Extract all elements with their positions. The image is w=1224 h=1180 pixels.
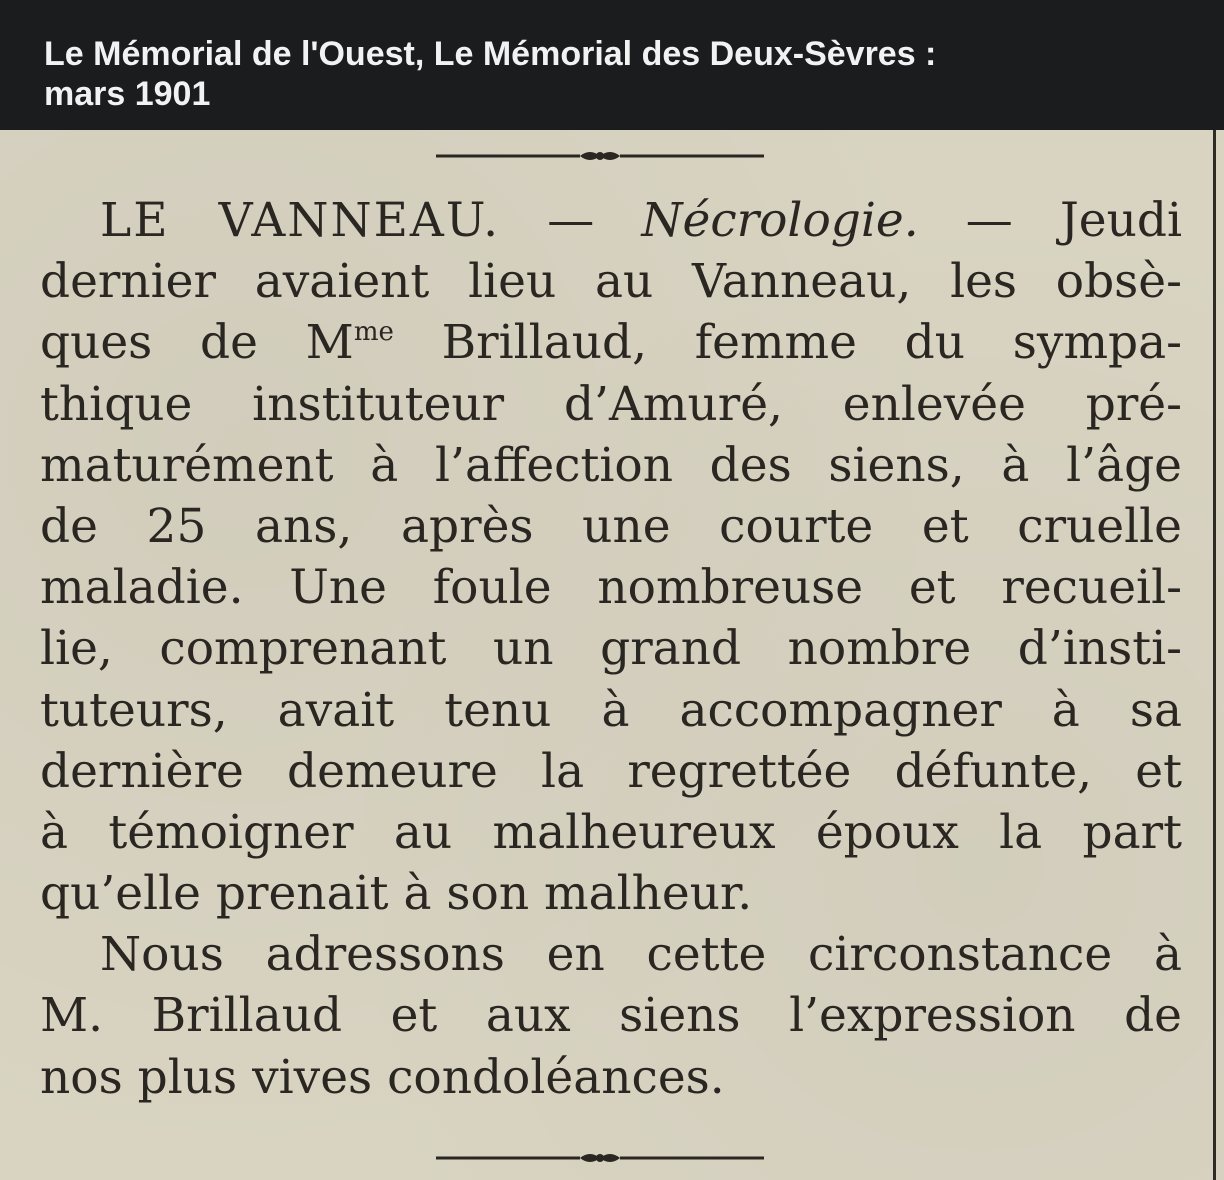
article-line: M. Brillaud et aux siens l’expression de xyxy=(40,988,1182,1044)
article-line xyxy=(40,312,1182,373)
article-line: thique instituteur d’Amuré, enlevée pré- xyxy=(40,376,1182,432)
obituary-article xyxy=(40,190,1182,1108)
document-title xyxy=(44,34,1180,114)
abbreviation-superscript: me xyxy=(353,317,394,348)
article-line: à témoigner au malheureux époux la part xyxy=(40,804,1182,860)
bottom-ornament-rule xyxy=(430,1146,770,1170)
em-dash: — xyxy=(965,193,1013,248)
column-rule xyxy=(1213,130,1216,1180)
article-line: qu’elle prenait à son malheur. xyxy=(40,866,753,922)
place-name: LE VANNEAU. xyxy=(100,193,501,248)
document-title-line-2: mars 1901 xyxy=(44,75,211,113)
article-line: nos plus vives condoléances. xyxy=(40,1049,725,1105)
line-start: ques de M xyxy=(40,315,354,371)
article-line: de 25 ans, après une courte et cruelle xyxy=(40,498,1182,554)
line-rest: Brillaud, femme du sympa- xyxy=(441,315,1182,371)
article-line: maturément à l’affection des siens, à l’âge xyxy=(40,437,1182,493)
article-line: lie, comprenant un grand nombre d’insti- xyxy=(40,621,1182,677)
rubric-title: Nécrologie. xyxy=(641,193,919,248)
article-line: maladie. Une foule nombreuse et recueil- xyxy=(40,560,1182,616)
article-line: dernier avaient lieu au Vanneau, les obsè- xyxy=(40,254,1182,310)
em-dash: — xyxy=(547,193,595,248)
top-ornament-rule xyxy=(430,144,770,168)
article-line: Nous adressons en cette circonstance à xyxy=(100,927,1182,983)
first-line-tail: Jeudi xyxy=(1059,193,1182,248)
document-title-line-1: Le Mémorial de l'Ouest, Le Mémorial des Deux-Sèvres : xyxy=(44,35,937,73)
article-line xyxy=(40,190,1182,251)
article-line: dernière demeure la regrettée défunte, et xyxy=(40,743,1182,799)
article-line: tuteurs, avait tenu à accompagner à sa xyxy=(40,682,1182,738)
title-bar xyxy=(0,0,1224,130)
